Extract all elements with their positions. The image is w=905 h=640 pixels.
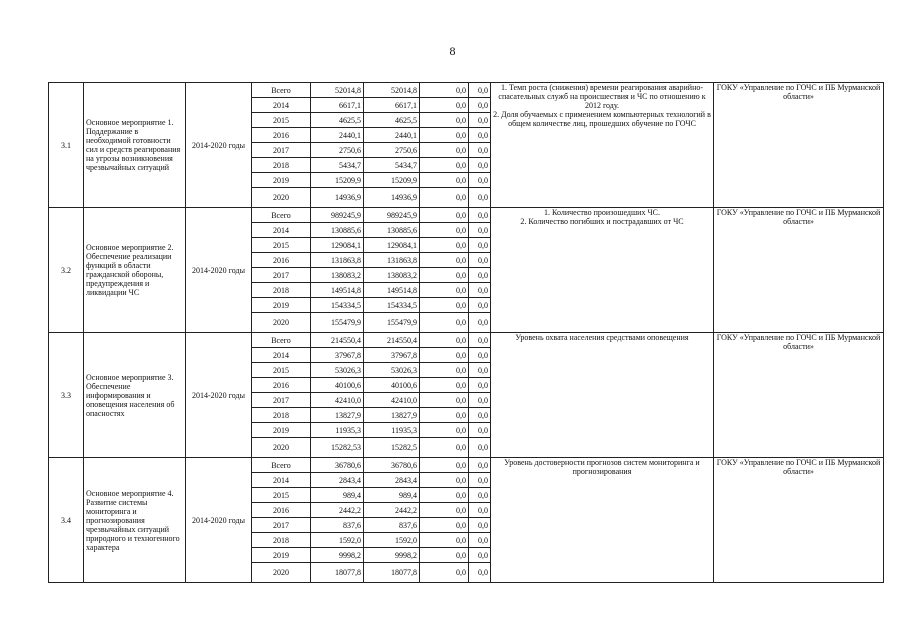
other-funding-cell: 0,0 xyxy=(469,143,491,158)
year-cell: 2020 xyxy=(252,438,311,458)
year-cell: 2019 xyxy=(252,548,311,563)
year-cell: 2017 xyxy=(252,268,311,283)
regional-budget-cell: 5434,7 xyxy=(364,158,420,173)
measure-number: 3.3 xyxy=(49,333,84,458)
other-funding-cell: 0,0 xyxy=(469,83,491,98)
federal-budget-cell: 0,0 xyxy=(420,378,469,393)
year-cell: 2018 xyxy=(252,283,311,298)
federal-budget-cell: 0,0 xyxy=(420,253,469,268)
table-row xyxy=(49,83,884,98)
federal-budget-cell: 0,0 xyxy=(420,548,469,563)
year-cell: 2014 xyxy=(252,223,311,238)
regional-budget-cell: 2843,4 xyxy=(364,473,420,488)
federal-budget-cell: 0,0 xyxy=(420,113,469,128)
federal-budget-cell: 0,0 xyxy=(420,473,469,488)
total-funding-cell: 2750,6 xyxy=(311,143,364,158)
measure-number: 3.1 xyxy=(49,83,84,208)
regional-budget-cell: 52014,8 xyxy=(364,83,420,98)
total-funding-cell: 37967,8 xyxy=(311,348,364,363)
page-number: 8 xyxy=(449,44,456,58)
federal-budget-cell: 0,0 xyxy=(420,458,469,473)
indicator-line: 1. Темп роста (снижения) времени реагирования аварийно-спасательных служб на происшествия и ЧС по отношению к 2012 году. xyxy=(498,83,706,110)
regional-budget-cell: 214550,4 xyxy=(364,333,420,348)
total-funding-cell: 40100,6 xyxy=(311,378,364,393)
table-row xyxy=(49,458,884,473)
measure-period: 2014-2020 годы xyxy=(186,458,252,583)
regional-budget-cell: 36780,6 xyxy=(364,458,420,473)
federal-budget-cell: 0,0 xyxy=(420,188,469,208)
other-funding-cell: 0,0 xyxy=(469,253,491,268)
measure-indicators xyxy=(491,333,714,458)
total-funding-cell: 15209,9 xyxy=(311,173,364,188)
total-funding-cell: 15282,53 xyxy=(311,438,364,458)
year-cell: 2017 xyxy=(252,518,311,533)
other-funding-cell: 0,0 xyxy=(469,158,491,173)
regional-budget-cell: 6617,1 xyxy=(364,98,420,113)
year-cell: Всего xyxy=(252,333,311,348)
year-cell: 2014 xyxy=(252,98,311,113)
year-cell: 2015 xyxy=(252,238,311,253)
year-cell: Всего xyxy=(252,458,311,473)
year-cell: 2016 xyxy=(252,503,311,518)
total-funding-cell: 36780,6 xyxy=(311,458,364,473)
regional-budget-cell: 11935,3 xyxy=(364,423,420,438)
regional-budget-cell: 989,4 xyxy=(364,488,420,503)
total-funding-cell: 149514,8 xyxy=(311,283,364,298)
total-funding-cell: 4625,5 xyxy=(311,113,364,128)
other-funding-cell: 0,0 xyxy=(469,98,491,113)
total-funding-cell: 5434,7 xyxy=(311,158,364,173)
other-funding-cell: 0,0 xyxy=(469,533,491,548)
other-funding-cell: 0,0 xyxy=(469,313,491,333)
federal-budget-cell: 0,0 xyxy=(420,408,469,423)
indicator-line: 2. Доля обучаемых с применением компьютерных технологий в общем количестве лиц, прошедших обучение по ГОЧС xyxy=(493,110,711,128)
other-funding-cell: 0,0 xyxy=(469,333,491,348)
total-funding-cell: 9998,2 xyxy=(311,548,364,563)
measure-name: Основное мероприятие 4. Развитие системы мониторинга и прогнозирования чрезвычайных ситуаций природного и техногенного характера xyxy=(84,458,186,583)
federal-budget-cell: 0,0 xyxy=(420,348,469,363)
regional-budget-cell: 40100,6 xyxy=(364,378,420,393)
year-cell: 2015 xyxy=(252,488,311,503)
total-funding-cell: 154334,5 xyxy=(311,298,364,313)
federal-budget-cell: 0,0 xyxy=(420,503,469,518)
total-funding-cell: 52014,8 xyxy=(311,83,364,98)
regional-budget-cell: 837,6 xyxy=(364,518,420,533)
regional-budget-cell: 14936,9 xyxy=(364,188,420,208)
measure-name: Основное мероприятие 1. Поддержание в необходимой готовности сил и средств реагирования на угрозы возникновения чрезвычайных ситуаций xyxy=(84,83,186,208)
other-funding-cell: 0,0 xyxy=(469,208,491,223)
year-cell: 2017 xyxy=(252,393,311,408)
federal-budget-cell: 0,0 xyxy=(420,128,469,143)
federal-budget-cell: 0,0 xyxy=(420,438,469,458)
other-funding-cell: 0,0 xyxy=(469,298,491,313)
regional-budget-cell: 1592,0 xyxy=(364,533,420,548)
measure-executor: ГОКУ «Управление по ГОЧС и ПБ Мурманской области» xyxy=(714,333,884,458)
federal-budget-cell: 0,0 xyxy=(420,223,469,238)
year-cell: 2015 xyxy=(252,363,311,378)
year-cell: 2016 xyxy=(252,378,311,393)
year-cell: Всего xyxy=(252,83,311,98)
federal-budget-cell: 0,0 xyxy=(420,518,469,533)
other-funding-cell: 0,0 xyxy=(469,488,491,503)
regional-budget-cell: 18077,8 xyxy=(364,563,420,583)
year-cell: 2015 xyxy=(252,113,311,128)
other-funding-cell: 0,0 xyxy=(469,563,491,583)
year-cell: 2019 xyxy=(252,298,311,313)
regional-budget-cell: 130885,6 xyxy=(364,223,420,238)
regional-budget-cell: 42410,0 xyxy=(364,393,420,408)
total-funding-cell: 42410,0 xyxy=(311,393,364,408)
total-funding-cell: 53026,3 xyxy=(311,363,364,378)
total-funding-cell: 130885,6 xyxy=(311,223,364,238)
table-row xyxy=(49,208,884,223)
regional-budget-cell: 15209,9 xyxy=(364,173,420,188)
federal-budget-cell: 0,0 xyxy=(420,313,469,333)
measure-indicators xyxy=(491,458,714,583)
federal-budget-cell: 0,0 xyxy=(420,208,469,223)
measure-period: 2014-2020 годы xyxy=(186,208,252,333)
year-cell: 2019 xyxy=(252,423,311,438)
measure-indicators xyxy=(491,83,714,208)
regional-budget-cell: 4625,5 xyxy=(364,113,420,128)
year-cell: 2020 xyxy=(252,188,311,208)
indicator-line: 2. Количество погибших и пострадавших от ЧС xyxy=(520,217,684,226)
total-funding-cell: 2442,2 xyxy=(311,503,364,518)
total-funding-cell: 155479,9 xyxy=(311,313,364,333)
other-funding-cell: 0,0 xyxy=(469,458,491,473)
total-funding-cell: 129084,1 xyxy=(311,238,364,253)
federal-budget-cell: 0,0 xyxy=(420,158,469,173)
regional-budget-cell: 37967,8 xyxy=(364,348,420,363)
year-cell: 2014 xyxy=(252,348,311,363)
measure-period: 2014-2020 годы xyxy=(186,333,252,458)
other-funding-cell: 0,0 xyxy=(469,408,491,423)
regional-budget-cell: 9998,2 xyxy=(364,548,420,563)
regional-budget-cell: 2750,6 xyxy=(364,143,420,158)
measure-executor: ГОКУ «Управление по ГОЧС и ПБ Мурманской области» xyxy=(714,458,884,583)
regional-budget-cell: 149514,8 xyxy=(364,283,420,298)
federal-budget-cell: 0,0 xyxy=(420,363,469,378)
year-cell: 2018 xyxy=(252,408,311,423)
regional-budget-cell: 154334,5 xyxy=(364,298,420,313)
indicator-line: Уровень достоверности прогнозов систем мониторинга и прогнозирования xyxy=(504,458,700,476)
other-funding-cell: 0,0 xyxy=(469,438,491,458)
total-funding-cell: 214550,4 xyxy=(311,333,364,348)
regional-budget-cell: 15282,5 xyxy=(364,438,420,458)
regional-budget-cell: 129084,1 xyxy=(364,238,420,253)
federal-budget-cell: 0,0 xyxy=(420,333,469,348)
total-funding-cell: 11935,3 xyxy=(311,423,364,438)
year-cell: 2019 xyxy=(252,173,311,188)
regional-budget-cell: 53026,3 xyxy=(364,363,420,378)
year-cell: 2017 xyxy=(252,143,311,158)
other-funding-cell: 0,0 xyxy=(469,518,491,533)
federal-budget-cell: 0,0 xyxy=(420,268,469,283)
measure-executor: ГОКУ «Управление по ГОЧС и ПБ Мурманской области» xyxy=(714,208,884,333)
other-funding-cell: 0,0 xyxy=(469,423,491,438)
other-funding-cell: 0,0 xyxy=(469,223,491,238)
federal-budget-cell: 0,0 xyxy=(420,143,469,158)
other-funding-cell: 0,0 xyxy=(469,268,491,283)
federal-budget-cell: 0,0 xyxy=(420,423,469,438)
total-funding-cell: 2843,4 xyxy=(311,473,364,488)
regional-budget-cell: 2440,1 xyxy=(364,128,420,143)
total-funding-cell: 13827,9 xyxy=(311,408,364,423)
measure-number: 3.4 xyxy=(49,458,84,583)
measure-period: 2014-2020 годы xyxy=(186,83,252,208)
other-funding-cell: 0,0 xyxy=(469,188,491,208)
federal-budget-cell: 0,0 xyxy=(420,488,469,503)
other-funding-cell: 0,0 xyxy=(469,173,491,188)
measure-indicators xyxy=(491,208,714,333)
regional-budget-cell: 2442,2 xyxy=(364,503,420,518)
measure-number: 3.2 xyxy=(49,208,84,333)
total-funding-cell: 138083,2 xyxy=(311,268,364,283)
table-body xyxy=(49,83,884,583)
federal-budget-cell: 0,0 xyxy=(420,83,469,98)
table-row xyxy=(49,333,884,348)
measure-executor: ГОКУ «Управление по ГОЧС и ПБ Мурманской области» xyxy=(714,83,884,208)
total-funding-cell: 837,6 xyxy=(311,518,364,533)
regional-budget-cell: 131863,8 xyxy=(364,253,420,268)
total-funding-cell: 989245,9 xyxy=(311,208,364,223)
measure-name: Основное мероприятие 2. Обеспечение реализации функций в области гражданской обороны, предупреждения и ликвидации ЧС xyxy=(84,208,186,333)
regional-budget-cell: 155479,9 xyxy=(364,313,420,333)
total-funding-cell: 989,4 xyxy=(311,488,364,503)
year-cell: 2020 xyxy=(252,563,311,583)
other-funding-cell: 0,0 xyxy=(469,238,491,253)
federal-budget-cell: 0,0 xyxy=(420,533,469,548)
other-funding-cell: 0,0 xyxy=(469,378,491,393)
total-funding-cell: 2440,1 xyxy=(311,128,364,143)
other-funding-cell: 0,0 xyxy=(469,363,491,378)
total-funding-cell: 18077,8 xyxy=(311,563,364,583)
year-cell: 2018 xyxy=(252,158,311,173)
federal-budget-cell: 0,0 xyxy=(420,563,469,583)
regional-budget-cell: 138083,2 xyxy=(364,268,420,283)
total-funding-cell: 1592,0 xyxy=(311,533,364,548)
other-funding-cell: 0,0 xyxy=(469,113,491,128)
federal-budget-cell: 0,0 xyxy=(420,393,469,408)
program-measures-table xyxy=(48,82,884,583)
indicator-line: Уровень охвата населения средствами оповещения xyxy=(515,333,689,342)
federal-budget-cell: 0,0 xyxy=(420,298,469,313)
regional-budget-cell: 13827,9 xyxy=(364,408,420,423)
year-cell: 2016 xyxy=(252,128,311,143)
measure-name: Основное мероприятие 3. Обеспечение информирования и оповещения населения об опасностях xyxy=(84,333,186,458)
other-funding-cell: 0,0 xyxy=(469,128,491,143)
year-cell: 2020 xyxy=(252,313,311,333)
federal-budget-cell: 0,0 xyxy=(420,238,469,253)
federal-budget-cell: 0,0 xyxy=(420,283,469,298)
year-cell: 2018 xyxy=(252,533,311,548)
federal-budget-cell: 0,0 xyxy=(420,98,469,113)
year-cell: 2016 xyxy=(252,253,311,268)
federal-budget-cell: 0,0 xyxy=(420,173,469,188)
regional-budget-cell: 989245,9 xyxy=(364,208,420,223)
total-funding-cell: 14936,9 xyxy=(311,188,364,208)
total-funding-cell: 6617,1 xyxy=(311,98,364,113)
other-funding-cell: 0,0 xyxy=(469,548,491,563)
year-cell: 2014 xyxy=(252,473,311,488)
other-funding-cell: 0,0 xyxy=(469,348,491,363)
total-funding-cell: 131863,8 xyxy=(311,253,364,268)
other-funding-cell: 0,0 xyxy=(469,473,491,488)
indicator-line: 1. Количество произошедших ЧС. xyxy=(544,208,660,217)
other-funding-cell: 0,0 xyxy=(469,393,491,408)
year-cell: Всего xyxy=(252,208,311,223)
other-funding-cell: 0,0 xyxy=(469,503,491,518)
other-funding-cell: 0,0 xyxy=(469,283,491,298)
